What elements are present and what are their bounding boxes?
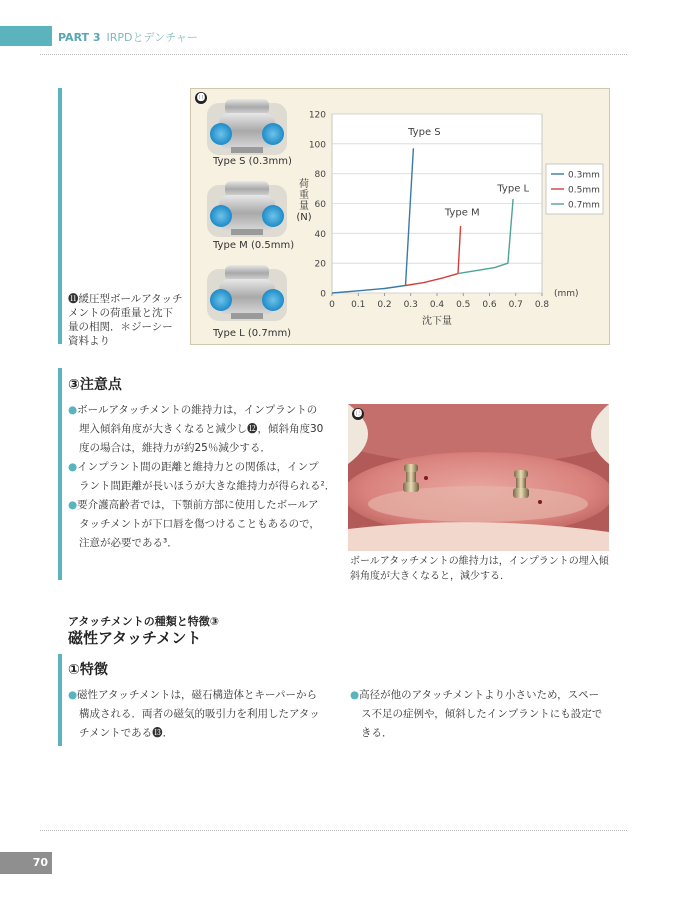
- x-tick-label: 0.4: [429, 300, 445, 310]
- text-line: ラント間距離が長いほうが大きな維持力が得られる²．: [79, 480, 336, 492]
- part-label: PART 3: [58, 31, 101, 44]
- header-accent-bar: [0, 26, 52, 46]
- text-line: きる．: [361, 727, 393, 739]
- y-tick-label: 20: [314, 259, 326, 270]
- series-annotation: Type S: [408, 126, 441, 138]
- y-tick-label: 80: [314, 170, 326, 181]
- legend-entry: 0.7mm: [568, 200, 600, 211]
- bullet-icon: ●: [68, 461, 78, 473]
- feature-accent-bar: [58, 654, 62, 746]
- y-tick-label: 40: [314, 229, 326, 240]
- figure11-caption: ⓫緩圧型ボールアタッチメントの荷重量と沈下量の相関．＊ジーシー資料より: [68, 293, 183, 347]
- caption-line: ボールアタッチメントの維持力は，インプラントの埋入傾: [350, 556, 609, 567]
- bullet-icon: ●: [68, 499, 78, 511]
- series-annotation: Type M: [444, 207, 480, 219]
- text-line: インプラント間の距離と維持力との関係は，インプ: [77, 461, 319, 473]
- bullet-icon: ●: [68, 689, 78, 701]
- legend-entry: 0.3mm: [568, 170, 600, 181]
- chapter-title: IRPDとデンチャー: [106, 31, 198, 44]
- text-line: 磁性アタッチメントは，磁石構造体とキーパーから: [77, 689, 317, 701]
- section-kicker: アタッチメントの種類と特徴③: [68, 615, 220, 628]
- attachment-label-s: Type S (0.3mm): [213, 156, 292, 167]
- caption-line: 斜角度が大きくなると，減少する．: [350, 571, 510, 582]
- figure12-caption: [350, 554, 615, 584]
- text-line: 埋入傾斜角度が大きくなると減少し⓬，傾斜角度30: [79, 423, 324, 435]
- attachment-label-m: Type M (0.5mm): [213, 240, 295, 251]
- figure11-accent-bar: [58, 88, 62, 344]
- x-tick-label: 0: [329, 300, 335, 310]
- bullet-icon: ●: [350, 689, 360, 701]
- text-line: 要介護高齢者では，下顎前方部に使用したボールア: [77, 499, 319, 511]
- footer-divider: [40, 830, 627, 831]
- figure12-photo: [348, 404, 609, 551]
- y-tick-label: 60: [314, 200, 326, 210]
- y-axis-label: 荷重量(N): [296, 179, 312, 223]
- x-tick-label: 0.2: [377, 300, 392, 310]
- x-unit-label: (mm): [554, 289, 579, 299]
- text-line: 構成される．両者の磁気的吸引力を利用したアタッ: [79, 708, 320, 720]
- page-number: 70: [32, 856, 48, 869]
- legend-entry: 0.5mm: [568, 185, 600, 196]
- x-tick-label: 0.1: [351, 300, 366, 310]
- series-annotation: Type L: [497, 183, 530, 195]
- y-tick-label: 120: [308, 110, 326, 121]
- header-divider: [40, 54, 627, 55]
- bullet-icon: ●: [68, 404, 78, 416]
- text-line: タッチメントが下口唇を傷つけることもあるので，: [79, 518, 320, 530]
- caution-accent-bar: [58, 368, 62, 580]
- feature-heading: ①特徴: [68, 662, 108, 678]
- y-tick-label: 0: [320, 289, 326, 300]
- caution-heading: ③注意点: [68, 377, 122, 393]
- feature-column-2: [350, 686, 620, 743]
- figure11-panel: [190, 88, 610, 345]
- running-header: [58, 29, 198, 45]
- figure11-badge: ⓫: [197, 93, 205, 102]
- caution-bullet-1: [68, 401, 343, 458]
- text-line: 注意が必要である³．: [79, 537, 178, 549]
- attachment-label-l: Type L (0.7mm): [213, 328, 292, 339]
- x-tick-label: 0.8: [534, 300, 550, 310]
- text-line: 度の場合は，維持力が約25％減少する．: [79, 442, 271, 454]
- x-tick-label: 0.3: [403, 300, 418, 310]
- text-line: ボールアタッチメントの維持力は，インプラントの: [77, 404, 318, 416]
- x-tick-label: 0.5: [456, 300, 471, 310]
- section-title: 磁性アタッチメント: [68, 629, 202, 647]
- text-line: 高径が他のアタッチメントより小さいため，スペー: [359, 689, 600, 701]
- caution-bullets: [68, 401, 343, 553]
- y-tick-label: 100: [308, 140, 326, 151]
- load-displacement-chart: [191, 89, 609, 344]
- oral-photo-illustration: [348, 404, 609, 551]
- x-tick-label: 0.6: [482, 300, 497, 310]
- x-axis-label: 沈下量: [422, 316, 452, 327]
- x-tick-label: 0.7: [508, 300, 523, 310]
- feature-column-1: [68, 686, 343, 743]
- caution-bullet-3: [68, 496, 343, 553]
- text-line: ス不足の症例や，傾斜したインプラントにも設定で: [361, 708, 603, 720]
- figure12-badge: ⓬: [354, 409, 362, 418]
- caution-bullet-2: [68, 458, 343, 496]
- text-line: チメントである⓭．: [79, 727, 174, 739]
